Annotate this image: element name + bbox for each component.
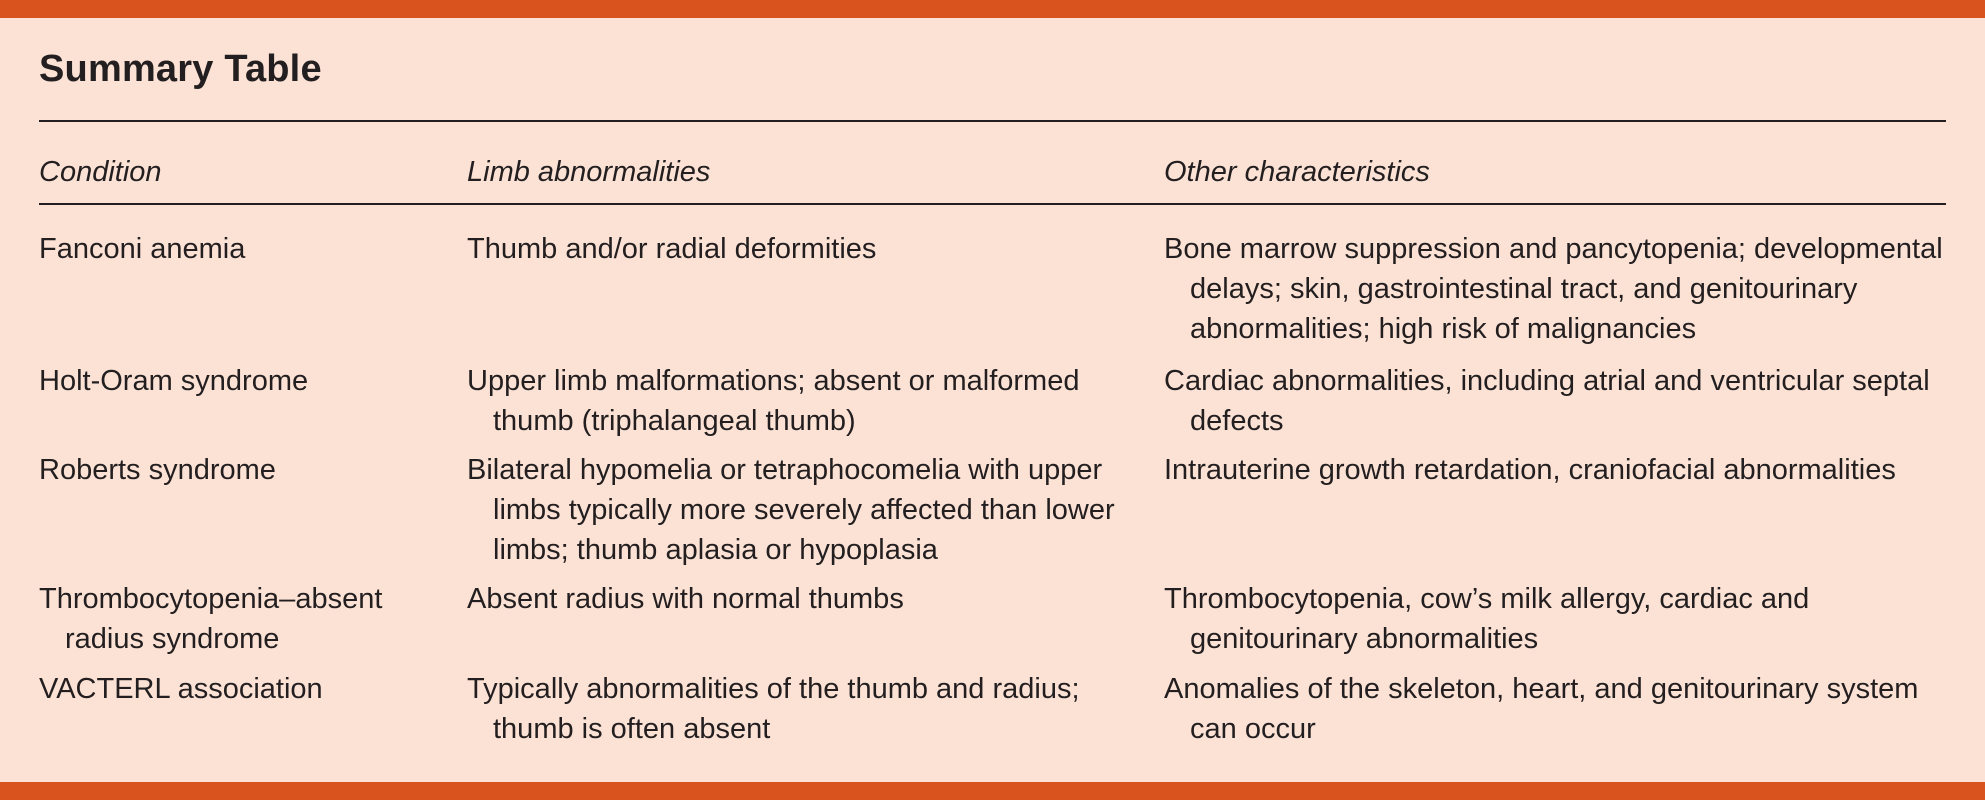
top-accent-bar xyxy=(0,0,1985,18)
row-5-other: Anomalies of the skeleton, heart, and genitourinary system can occur xyxy=(1164,673,1919,745)
table-title: Summary Table xyxy=(39,48,322,90)
row-3-other: Intrauterine growth retardation, craniofacial abnormalities xyxy=(1164,454,1896,486)
row-5-limb: Typically abnormalities of the thumb and radius; thumb is often absent xyxy=(467,673,1080,745)
header-other-characteristics: Other characteristics xyxy=(1164,156,1430,188)
header-divider xyxy=(39,203,1946,205)
row-1-other: Bone marrow suppression and pancytopenia; developmental delays; skin, gastrointestinal tract, and genitourinary abnormalities; high risk of malignancies xyxy=(1164,233,1943,345)
row-3-condition: Roberts syndrome xyxy=(39,454,276,486)
row-5-condition: VACTERL association xyxy=(39,673,323,705)
row-1-limb: Thumb and/or radial deformities xyxy=(467,233,877,265)
row-3-limb: Bilateral hypomelia or tetraphocomelia with upper limbs typically more severely affected than lower limbs; thumb aplasia or hypoplasia xyxy=(467,454,1115,566)
row-4-condition: Thrombocytopenia–absent radius syndrome xyxy=(39,583,383,655)
row-2-limb: Upper limb malformations; absent or malformed thumb (triphalangeal thumb) xyxy=(467,365,1080,437)
row-4-other: Thrombocytopenia, cow’s milk allergy, cardiac and genitourinary abnormalities xyxy=(1164,583,1810,655)
row-1-condition: Fanconi anemia xyxy=(39,233,246,265)
header-limb-abnormalities: Limb abnormalities xyxy=(467,156,711,188)
bottom-accent-bar xyxy=(0,782,1985,800)
row-4-limb: Absent radius with normal thumbs xyxy=(467,583,904,615)
title-divider xyxy=(39,120,1946,122)
header-condition: Condition xyxy=(39,156,162,188)
row-2-condition: Holt-Oram syndrome xyxy=(39,365,309,397)
row-2-other: Cardiac abnormalities, including atrial and ventricular septal defects xyxy=(1164,365,1930,437)
